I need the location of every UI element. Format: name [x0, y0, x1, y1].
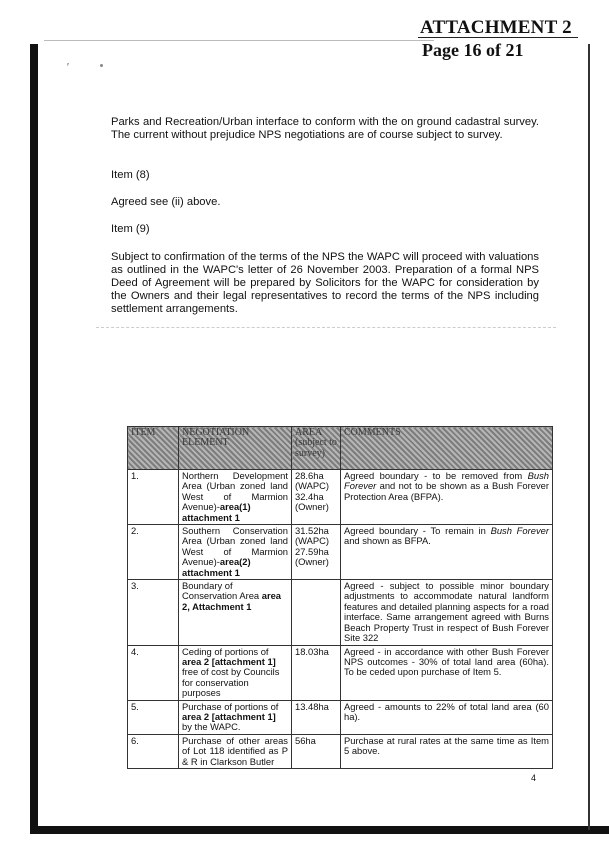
- com-italic: Bush Forever: [344, 470, 549, 492]
- cell-comments: [341, 700, 553, 734]
- negotiation-table: [127, 426, 553, 769]
- paragraph-interface: Parks and Recreation/Urban interface to conform with the on ground cadastral survey. The current without prejudice NPS negotiations are of course subject to survey.: [111, 116, 539, 141]
- scan-mark: ′: [67, 62, 69, 73]
- item-8-heading: Item (8): [111, 169, 150, 181]
- table-row: [128, 645, 553, 700]
- cell-area: 13.48ha: [292, 700, 341, 734]
- cell-comments: [341, 645, 553, 700]
- cell-area: 31.52ha (WAPC) 27.59ha (Owner): [292, 525, 341, 580]
- cell-item: 3.: [128, 580, 179, 645]
- neg-text: Ceding of portions of: [182, 645, 269, 657]
- neg-text: Boundary of Conservation Area: [182, 580, 262, 602]
- com-text: Agreed boundary - To remain in: [344, 525, 491, 537]
- cell-negotiation: [179, 645, 292, 700]
- cell-comments: [341, 525, 553, 580]
- cell-negotiation: [179, 734, 292, 768]
- scan-dot: [100, 64, 103, 67]
- com-italic: Bush Forever: [490, 525, 549, 537]
- top-faint-line: [44, 40, 434, 41]
- neg-text: Southern Conservation Area (Urban zoned land West of Marmion Avenue)-: [182, 525, 288, 568]
- cell-item: 4.: [128, 645, 179, 700]
- cell-item: 1.: [128, 470, 179, 525]
- com-text-post: and shown as BFPA.: [344, 535, 431, 547]
- cell-item: 2.: [128, 525, 179, 580]
- neg-text-post: by the WAPC.: [182, 721, 241, 733]
- right-border-line: [588, 44, 590, 830]
- header-comments: COMMENTS: [341, 427, 553, 470]
- neg-text: Purchase of portions of: [182, 700, 279, 712]
- cell-area: 18.03ha: [292, 645, 341, 700]
- bottom-border-bar: [30, 826, 609, 834]
- table-row: [128, 470, 553, 525]
- paragraph-valuations: Subject to confirmation of the terms of the NPS the WAPC will proceed with valuations as outlined in the WAPC's letter of 26 November 2003. Preparation of a formal NPS Deed of Agreement will be prepared by Solicitors for the WAPC for consideration by the Owners and their legal representatives to record the terms of the NPS including settlement arrangements.: [111, 251, 539, 315]
- table-row: [128, 525, 553, 580]
- com-text-post: and not to be shown as a Bush Forever Protection Area (BFPA).: [344, 480, 549, 502]
- table-row: [128, 700, 553, 734]
- neg-bold: area 2 [attachment 1]: [182, 710, 276, 722]
- header-area: AREA (subject to survey): [292, 427, 341, 470]
- page-number: 4: [531, 773, 537, 783]
- cell-negotiation: [179, 700, 292, 734]
- com-text: Purchase at rural rates at the same time as Item 5 above.: [344, 734, 549, 757]
- com-text: Agreed - in accordance with other Bush Forever NPS outcomes - 30% of total land area (60ha). To be ceded upon purchase of Item 5.: [344, 645, 549, 678]
- table-header-row: [128, 427, 553, 470]
- agreed-line: Agreed see (ii) above.: [111, 196, 221, 208]
- cell-negotiation: [179, 470, 292, 525]
- header-negotiation: NEGOTIATION ELEMENT: [179, 427, 292, 470]
- item-9-heading: Item (9): [111, 223, 150, 235]
- cell-negotiation: [179, 580, 292, 645]
- cell-negotiation: [179, 525, 292, 580]
- attachment-label: ATTACHMENT 2: [420, 17, 572, 38]
- cell-comments: [341, 580, 553, 645]
- cell-item: 5.: [128, 700, 179, 734]
- header-item: ITEM: [128, 427, 179, 470]
- faint-divider: [96, 327, 556, 328]
- cell-item: 6.: [128, 734, 179, 768]
- cell-comments: [341, 470, 553, 525]
- neg-bold: area 2 [attachment 1]: [182, 655, 276, 667]
- cell-area: 56ha: [292, 734, 341, 768]
- cell-comments: [341, 734, 553, 768]
- neg-text: Northern Development Area (Urban zoned land West of Marmion Avenue)-: [182, 470, 288, 513]
- cell-area: [292, 580, 341, 645]
- page-count-label: Page 16 of 21: [422, 40, 524, 60]
- neg-bold: area 2, Attachment 1: [182, 590, 282, 612]
- neg-text: Purchase of other areas of Lot 118 identified as P & R in Clarkson Butler: [182, 734, 288, 767]
- com-text: Agreed boundary - to be removed from: [344, 470, 528, 481]
- neg-text-post: free of cost by Councils for conservation purposes: [182, 666, 280, 699]
- neg-bold: area(2) attachment 1: [182, 556, 251, 578]
- com-text: Agreed - subject to possible minor boundary adjustments to accommodate natural landform features and detailed planning aspects for a road interface. Same arrangement agreed with Burns Beach Property Trust in respect of Bush Forever Site 322: [344, 580, 549, 644]
- table-row: [128, 734, 553, 768]
- neg-bold: area(1) attachment 1: [182, 501, 251, 523]
- left-border-bar: [30, 44, 38, 834]
- com-text: Agreed - amounts to 22% of total land area (60 ha).: [344, 700, 549, 722]
- table-row: [128, 580, 553, 645]
- cell-area: 28.6ha (WAPC) 32.4ha (Owner): [292, 470, 341, 525]
